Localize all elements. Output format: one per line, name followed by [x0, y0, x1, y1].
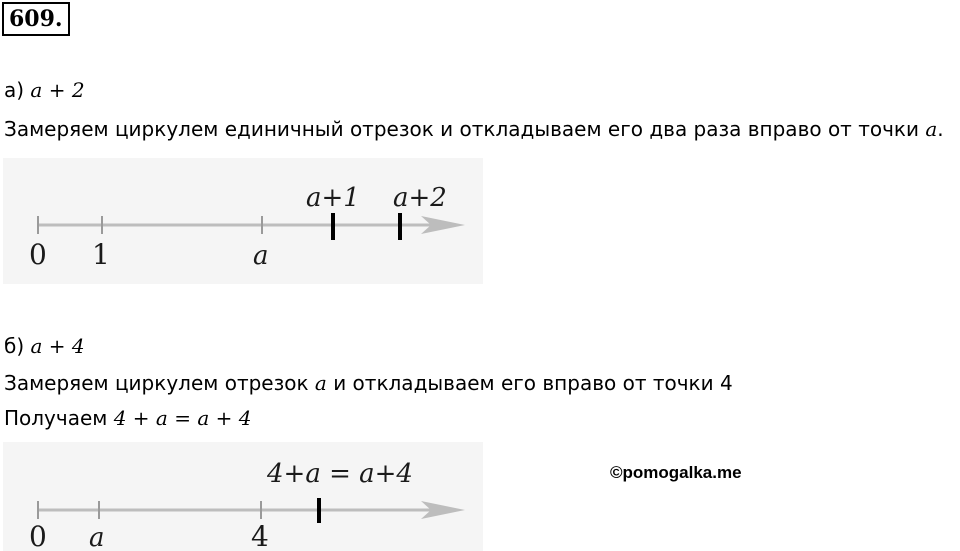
tick-label-a: a	[89, 523, 105, 551]
tick-label-a: a	[253, 241, 269, 271]
part-b-heading	[4, 334, 85, 358]
mark-label-a-plus-1: a+1	[306, 183, 360, 213]
number-line-a	[3, 158, 483, 284]
part-b-label: б)	[4, 334, 25, 358]
tick-label-0: 0	[29, 238, 47, 271]
problem-number: 609.	[2, 2, 70, 36]
mark-label-equation: 4+a = a+4	[267, 459, 413, 489]
mark-label-a-plus-2: a+2	[393, 183, 447, 213]
watermark-text: ©pomogalka.me	[610, 463, 742, 482]
part-a-label: а)	[4, 78, 25, 102]
result-equation: 4 + a = a + 4	[113, 406, 252, 430]
number-line-b	[3, 442, 483, 551]
part-a-expression: a + 2	[30, 78, 85, 102]
part-b-expression: a + 4	[30, 334, 85, 358]
part-a-description: Замеряем циркулем единичный отрезок и откладываем его два раза вправо от точки a.	[4, 117, 944, 141]
part-b-description: Замеряем циркулем отрезок a и откладываем его вправо от точки 4	[4, 371, 733, 395]
tick-label-4: 4	[251, 520, 269, 551]
diagram-background	[3, 158, 483, 284]
tick-label-1: 1	[92, 238, 110, 271]
tick-label-0: 0	[29, 520, 47, 551]
part-b-result: Получаем 4 + a = a + 4	[4, 406, 252, 430]
part-a-heading	[4, 78, 85, 102]
